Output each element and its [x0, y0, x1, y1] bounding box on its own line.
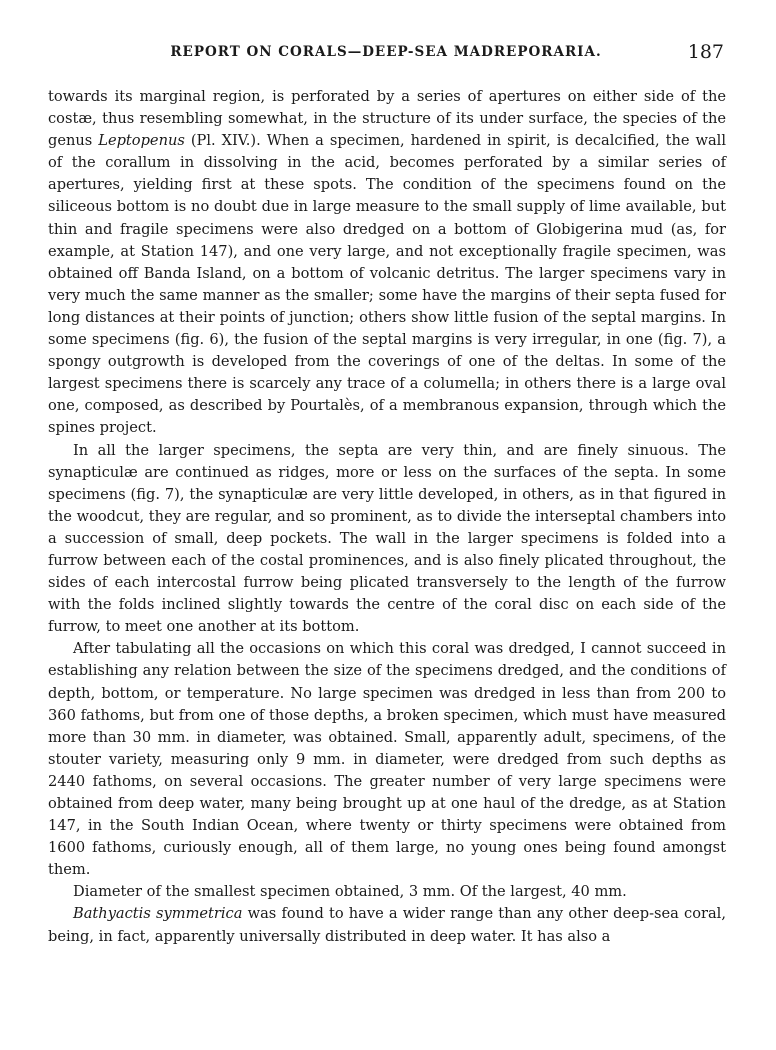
text-run: Diameter of the smallest specimen obtained, 3 mm. Of the largest, 40 mm.: [73, 883, 627, 901]
paragraph-1: [48, 86, 726, 440]
text-run: towards its marginal region, is perforated by a series of apertures on either side of the costæ, thus resembling somewhat, in the structure of its under surface, the species of the genus: [48, 88, 726, 150]
page-number: 187: [687, 41, 724, 63]
running-head: [48, 41, 724, 68]
text-run: was found to have a wider range than any other deep-sea coral, being, in fact, apparently universally distributed in deep water. It has also a: [48, 905, 726, 945]
paragraph-4: [48, 881, 726, 903]
text-run: After tabulating all the occasions on which this coral was dredged, I cannot succeed in establishing any relation between the size of the specimens dredged, and the conditions of depth, bottom, or temperature. No large specimen was dredged in less than from 200 to 360 fathoms, but from one of those depths, a broken specimen, which must have measured more than 30 mm. in diameter, was obtained. Small, apparently adult, specimens, of the stouter variety, measuring only 9 mm. in diameter, were dredged from such depths as 2440 fathoms, on several occasions. The greater number of very large specimens were obtained from deep water, many being brought up at one haul of the dredge, as at Station 147, in the South Indian Ocean, where twenty or thirty specimens were obtained from 1600 fathoms, curiously enough, all of them large, no young ones being found amongst them.: [48, 640, 726, 879]
text-run: (Pl. XIV.). When a specimen, hardened in spirit, is decalcified, the wall of the corallum in dissolving in the acid, becomes perforated by a similar series of apertures, yielding first at these spots. The condition of the specimens found on the siliceous bottom is no doubt due in large measure to the small supply of lime available, but thin and fragile specimens were also dredged on a bottom of Globigerina mud (as, for example, at Station 147), and one very large, and not exceptionally fragile specimen, was obtained off Banda Island, on a bottom of volcanic detritus. The larger specimens vary in very much the same manner as the smaller; some have the margins of their septa fused for long distances at their points of junction; others show little fusion of the septal margins. In some specimens (fig. 6), the fusion of the septal margins is very irregular, in one (fig. 7), a spongy outgrowth is developed from the coverings of one of the deltas. In some of the largest specimens there is scarcely any trace of a columella; in others there is a large oval one, composed, as described by Pourtalès, of a membranous expansion, through which the spines project.: [48, 132, 727, 437]
paragraph-3: [48, 638, 726, 881]
genus-name-italic: Leptopenus: [98, 132, 185, 150]
paragraph-5: [48, 903, 726, 947]
body-text: [48, 86, 726, 948]
species-name-italic: Bathyactis symmetrica: [73, 905, 243, 923]
text-run: In all the larger specimens, the septa are very thin, and are finely sinuous. The synapticulæ are continued as ridges, more or less on the surfaces of the septa. In some specimens (fig. 7), the synapticulæ are very little developed, in others, as in that figured in the woodcut, they are regular, and so prominent, as to divide the interseptal chambers into a succession of small, deep pockets. The wall in the larger specimens is folded into a furrow between each of the costal prominences, and is also finely plicated throughout, the sides of each intercostal furrow being plicated transversely to the length of the furrow with the folds inclined slightly towards the centre of the coral disc on each side of the furrow, to meet one another at its bottom.: [48, 441, 726, 636]
paragraph-2: [48, 440, 726, 639]
running-title: REPORT ON CORALS—DEEP-SEA MADREPORARIA.: [170, 44, 602, 60]
